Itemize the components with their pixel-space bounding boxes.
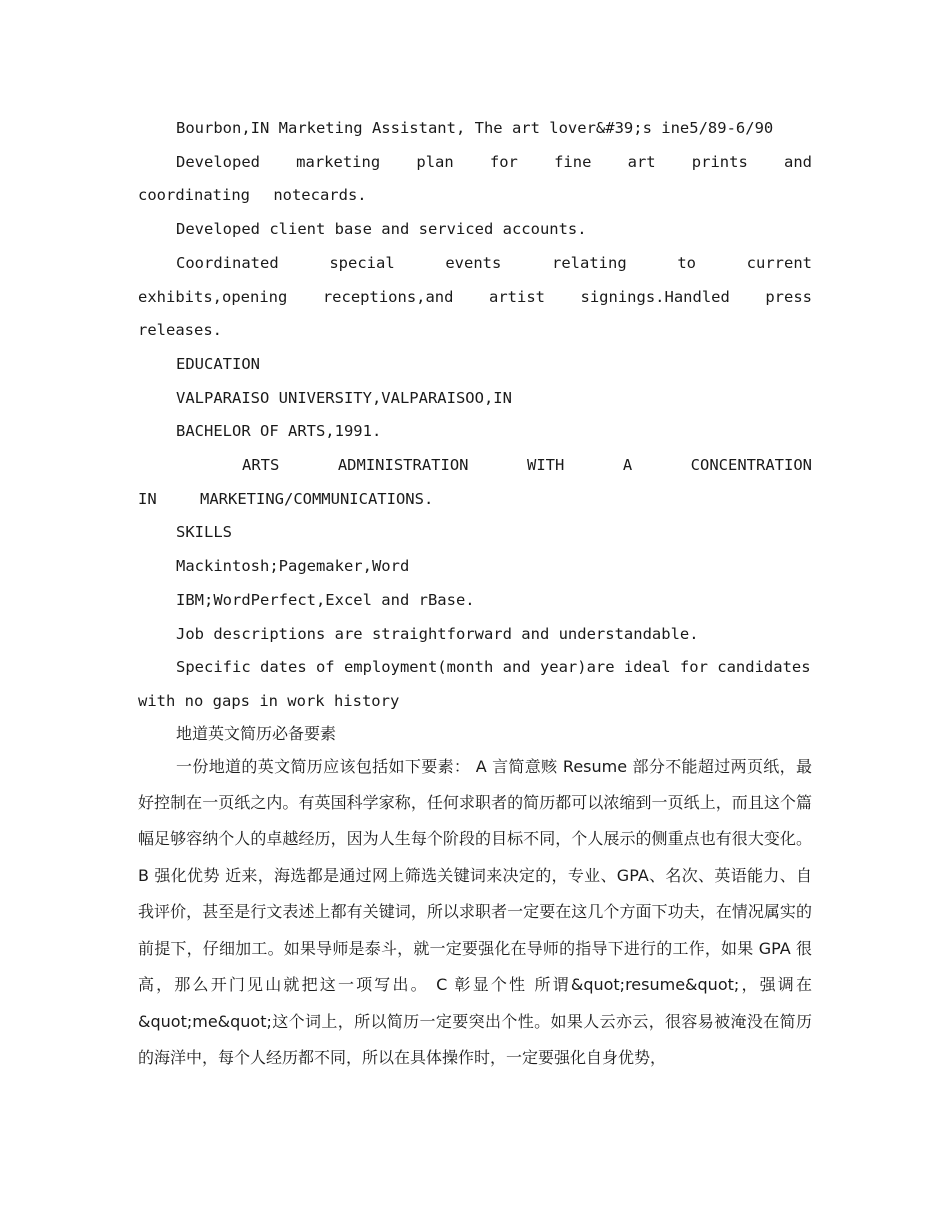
resume-elements-body: 一份地道的英文简历应该包括如下要素： A 言简意赅 Resume 部分不能超过两页纸，最好控制在一页纸之内。有英国科学家称，任何求职者的简历都可以浓缩到一页纸上，而且这个篇幅足够容纳个人的卓越经历，因为人生每个阶段的目标不同，个人展示的侧重点也有很大变化。 B 强化优势 近来，海选都是通过网上筛选关键词来决定的，专业、GPA、名次、英语能力、自我评价，甚至是行文表述上都有关键词，所以求职者一定要在这几个方面下功夫，在情况属实的前提下，仔细加工。如果导师是泰斗，就一定要强化在导师的指导下进行的工作，如果 GPA 很高，那么开门见山就把这一项写出。 C 彰显个性 所谓&quot;resume&quot;，强调在&quot;me&quot;这个词上，所以简历一定要突出个性。如果人云亦云，很容易被淹没在简历的海洋中，每个人经历都不同，所以在具体操作时，一定要强化自身优势，	[138, 756, 812, 1067]
job-heading-line: Bourbon,IN Marketing Assistant, The art lover&#39;s ine5/89-6/90	[176, 119, 774, 137]
note-specific-dates: Specific dates of employment(month and year)are ideal for candidates with no gaps in work history	[138, 658, 811, 710]
duty-marketing-plan: Developed marketing plan for fine art prints and coordinating notecards.	[138, 152, 812, 205]
section-heading-resume-elements: 地道英文简历必备要素	[176, 723, 337, 743]
skills-ibm: IBM;WordPerfect,Excel and rBase.	[176, 590, 475, 609]
duty-special-events: Coordinated special events relating to current exhibits,opening receptions,and artist signings.Handled press releases.	[138, 253, 812, 340]
note-job-descriptions: Job descriptions are straightforward and understandable.	[176, 624, 699, 643]
education-university: VALPARAISO UNIVERSITY,VALPARAISOO,IN	[176, 388, 512, 407]
section-heading-skills: SKILLS	[176, 523, 232, 542]
duty-client-base: Developed client base and serviced accounts.	[176, 220, 587, 239]
education-major: ARTS ADMINISTRATION WITH A CONCENTRATION IN MARKETING/COMMUNICATIONS.	[138, 456, 812, 508]
skills-mac: Mackintosh;Pagemaker,Word	[176, 557, 410, 576]
section-heading-education: EDUCATION	[176, 354, 260, 373]
document-body	[138, 112, 812, 1076]
education-degree: BACHELOR OF ARTS,1991.	[176, 422, 382, 441]
